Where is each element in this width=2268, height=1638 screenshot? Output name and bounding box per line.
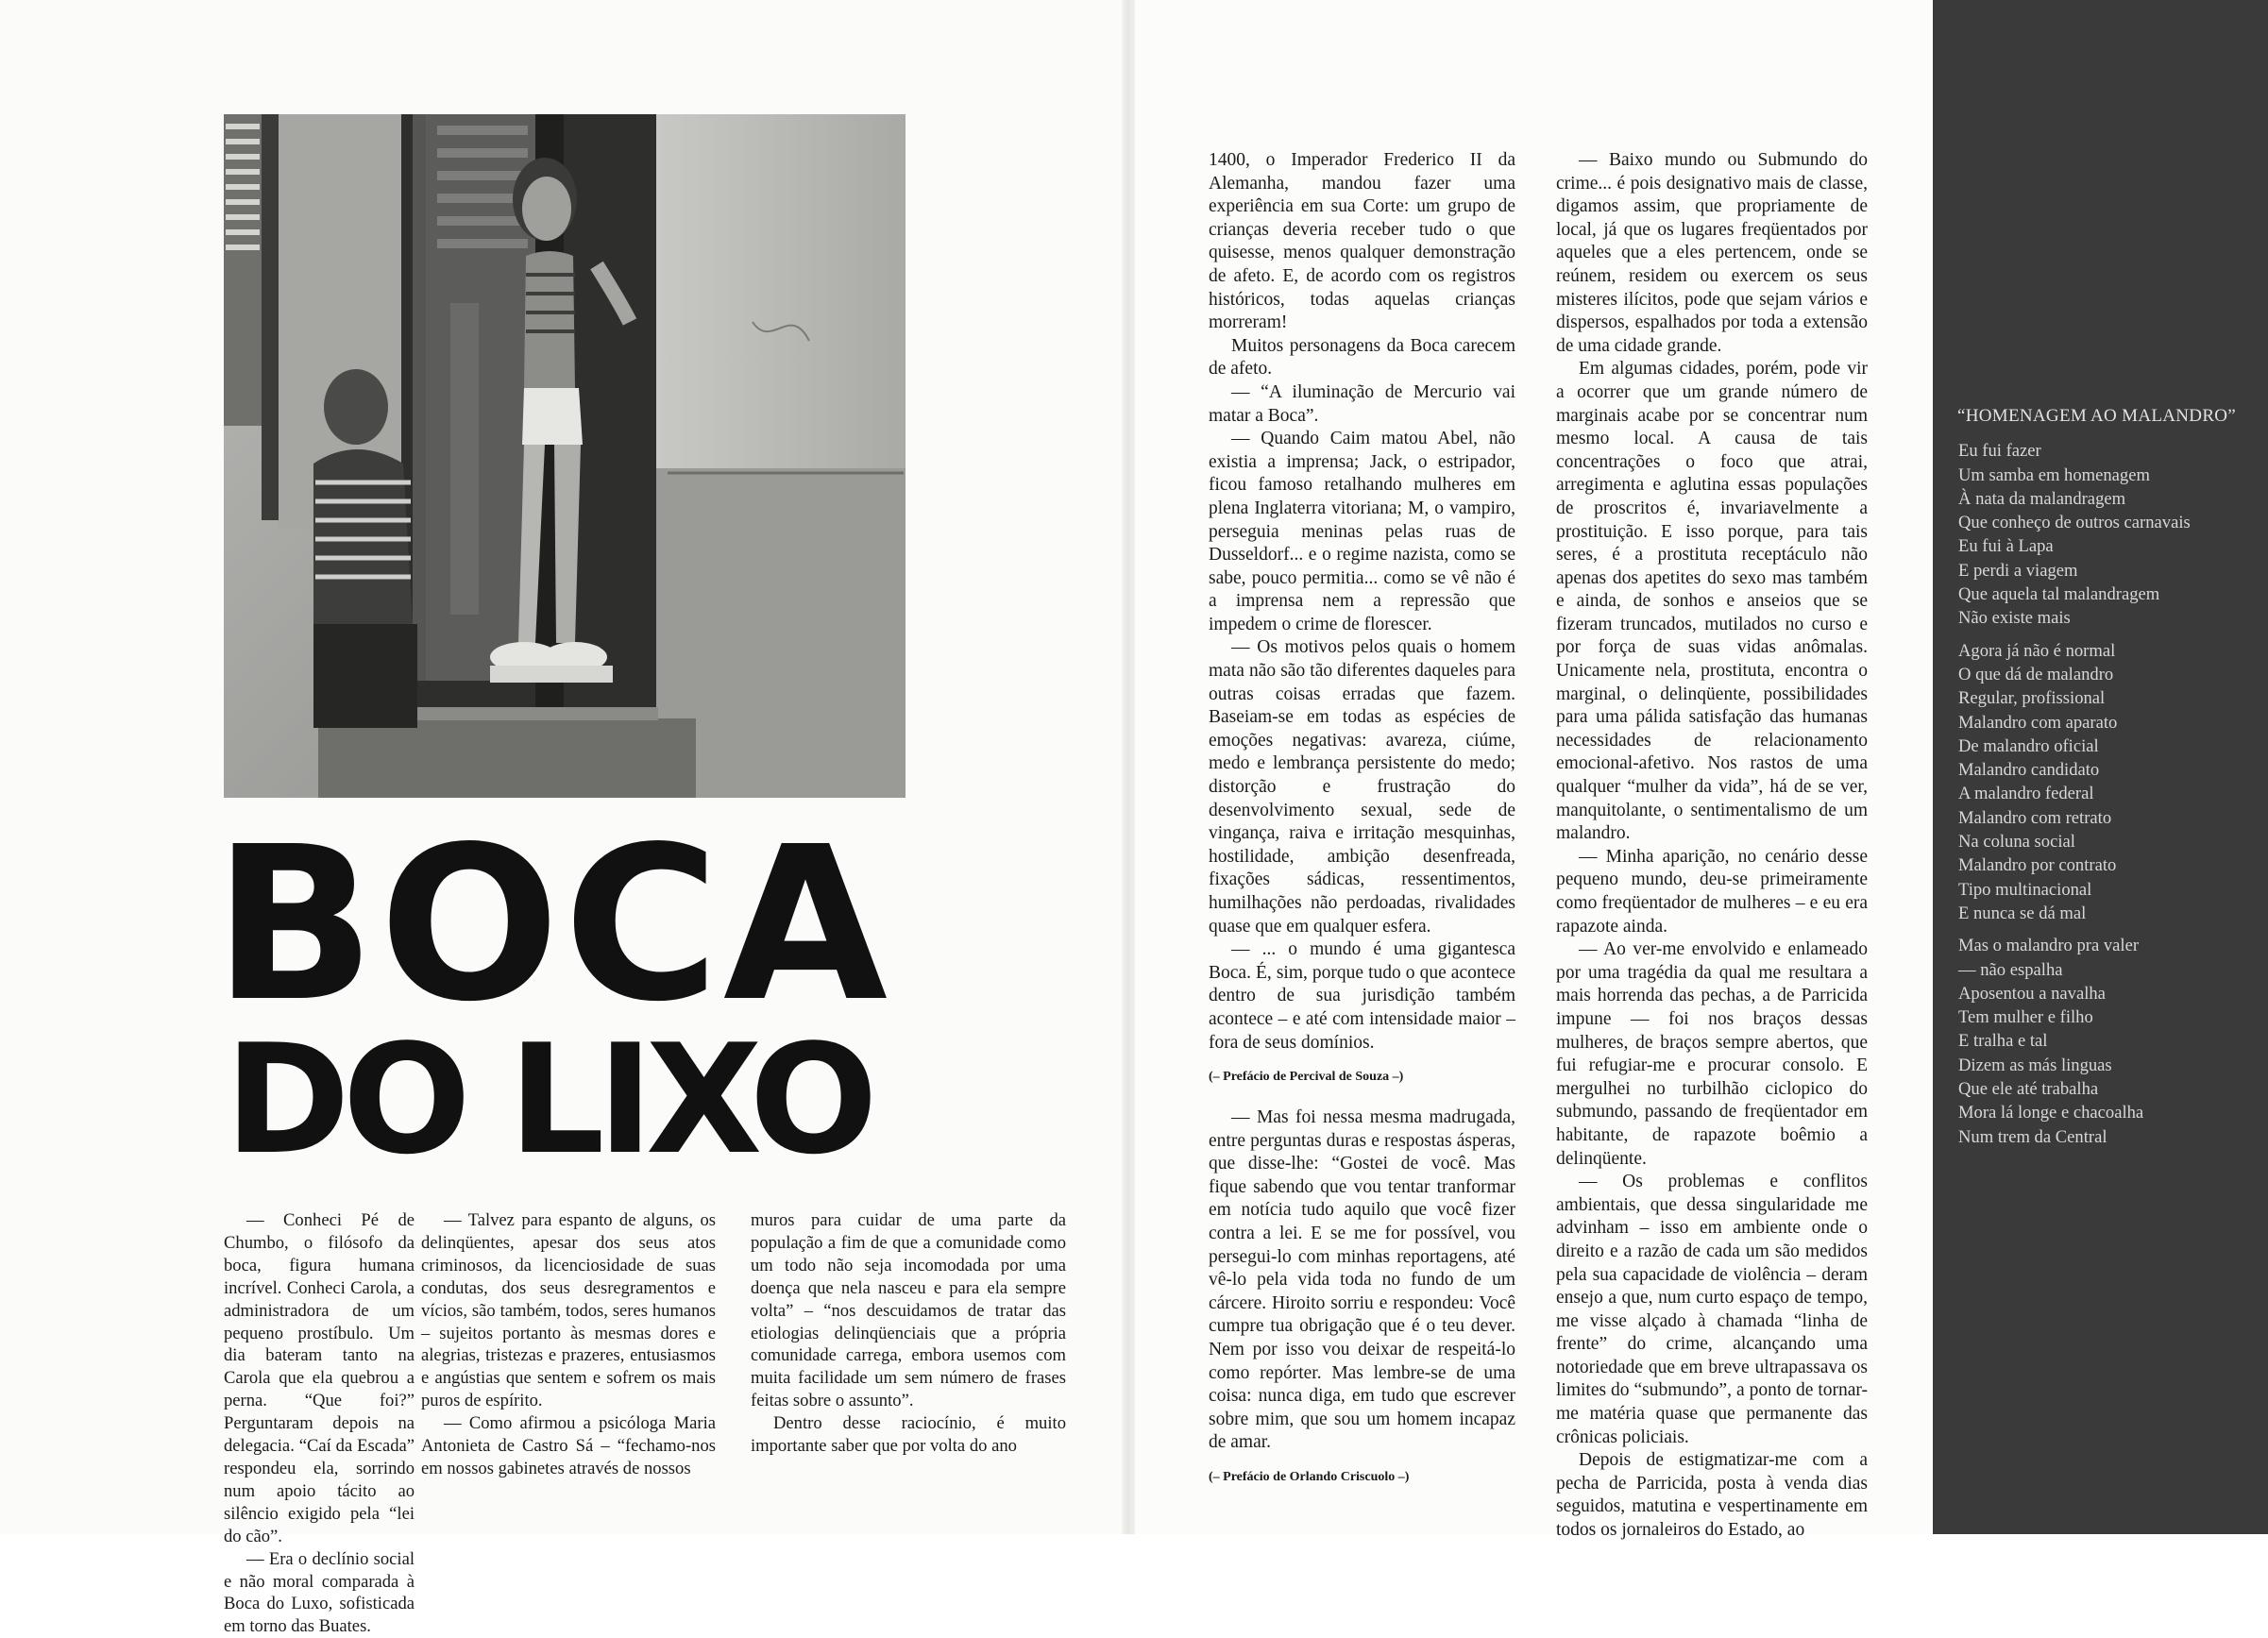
left-page [0,0,1128,1637]
poem-line: E nunca se dá mal [1958,903,2087,923]
paragraph: — Os problemas e conflitos ambientais, que dessa singularidade me advinham – isso em ambiente onde o direito e a razão de cada um são medidos pela sua capacidade de violência – deram ensejo a que, num curto espaço de tempo, me visse alçado à chamada “linha de frente” do crime, alcançando uma notoriedade que em breve ultrapassava os limites do “submundo”, a ponto de tornar-me matéria quase que permanente das crônicas policiais. [1556,1172,1868,1447]
title-line-1: BOCA [213,802,892,1049]
poem-line: E tralha e tal [1958,1031,2048,1052]
paragraph: — Mas foi nessa mesma madrugada, entre perguntas duras e respostas ásperas, que disse-lhe: “Gostei de você. Mas fique sabendo que vou tentar tranformar em notícia tudo aquilo que você fizer contra a lei. E se me for possível, vou persegui-lo com minhas reportagens, até vê-lo pela vida toda no fundo de um cárcere. Hiroito sorriu e respondeu: Você cumpre tua obrigação que é o teu dever. Nem por isso vou deixar de respeitá-lo como repórter. Mas lembre-se de uma coisa: nunca diga, em tudo que escrever sobre mim, que sou um homem incapaz de amar. [1209,1107,1515,1453]
left-column-1 [224,1209,415,1638]
left-column-2 [421,1209,716,1480]
poem-line: Que conheço de outros carnavais [1958,513,2191,533]
paragraph: 1400, o Imperador Frederico II da Alemanha, mandou fazer uma experiência em sua Corte: um grupo de crianças deveria receber tudo o que quisesse, menos qualquer demonstração de afeto. E, de acordo com os registros históricos, todas aquelas crianças morreram! [1209,150,1515,333]
poem-stanza-3 [1957,934,2260,1149]
poem-line: Que ele até trabalha [1958,1079,2099,1100]
street-photo [224,114,906,798]
poem-line: Eu fui à Lapa [1958,536,2054,557]
poem-line: Dizem as más linguas [1958,1055,2112,1075]
poem-line: Mora lá longe e chacoalha [1958,1103,2144,1123]
paragraph: — Os motivos pelos quais o homem mata não são tão diferentes daqueles para outras coisas erradas que fazem. Baseiam-se em todas as espécies de emoções negativas: avareza, ciúme, medo e lembrança persistente do medo; distorção e frustração do desenvolvimento sexual, sede de vingança, raiva e irritação mesquinhas, hostilidade, ambição desenfreada, fixações sádicas, ressentimentos, humilhações não perdoadas, rivalidades quase que em qualquer esfera. [1209,637,1515,937]
paragraph: muros para cuidar de uma parte da população a fim de que a comunidade como um todo não seja incomodada por uma doença que nela nasceu e para ela sempre volta” – “nos descuidamos de tratar das etiologias delinqüenciais que a própria comunidade carrega, embora usemos com muita facilidade um sem número de frases feitas sobre o assunto”. [751,1210,1066,1411]
right-column-1-lower [1209,1106,1515,1490]
paragraph: Muitos personagens da Boca carecem de afeto. [1209,335,1515,380]
paragraph: — ... o mundo é uma gigantesca Boca. É, sim, porque tudo o que acontece dentro de sua jurisdição também acontece – e até com intensidade maior – fora de seus domínios. [1209,939,1515,1053]
poem-line: Um samba em homenagem [1958,464,2150,485]
photo-illustration [224,114,906,798]
paragraph: — Quando Caim matou Abel, não existia a imprensa; Jack, o estripador, ficou famoso retalhando mulheres em plena Inglaterra vitoriana; M, o vampiro, perseguia meninas pelas ruas de Dusseldorf... e o regime nazista, como se sabe, pouco permitia... como se vê não é a imprensa nem a repressão que impedem o crime de florescer. [1209,429,1515,634]
paragraph: — Conheci Pé de Chumbo, o filósofo da boca, figura humana incrível. Conheci Carola, a administradora de um pequeno prostíbulo. Um dia bateram tanto na Carola que ela quebrou a perna. “Que foi?” Perguntaram depois na delegacia. “Caí da Escada” respondeu ela, sorrindo num apoio tácito ao silêncio exigido pela “lei do cão”. [224,1210,415,1546]
preface-credit: (– Prefácio de Orlando Criscuolo –) [1209,1469,1410,1484]
poem-line: Malandro com aparato [1958,712,2118,733]
paragraph: — Ao ver-me envolvido e enlameado por uma tragédia da qual me resultara a mais horrenda das pechas, a de Parricida impune — foi nos braços dessas mulheres, de braços sempre abertos, que fui refugiar-me e procurar consolo. E mergulhei no turbilhão ciclopico do submundo, passando de freqüentador em habitante, de rapazote boêmio a delinqüente. [1556,939,1868,1169]
poem-line: De malandro oficial [1958,735,2099,756]
paragraph: Em algumas cidades, porém, pode vir a ocorrer que um grande número de marginais acabe por se concentrar num mesmo local. A causa de tais concentrações o foco que atrai, arregimenta e aglutina essas populações de proscritos é, invariavelmente a prostituição. E isso porque, para tais seres, é a prostituta receptáculo não apenas dos apetites do sexo mas também e ainda, de sonhos e anseios que se fizeram truncados, mutilados no curso e por força de suas vidas anômalas. Unicamente nela, prostituta, encontra o marginal, o delinqüente, possibilidades para uma pálida satisfação das humanas necessidades de relacionamento emocional-afetivo. Nos rastos de uma qualquer “mulher da vida”, há de se ver, manquitolante, o sentimentalismo de um malandro. [1556,359,1868,844]
poem-line: Malandro candidato [1958,760,2100,781]
preface-credit: (– Prefácio de Percival de Souza –) [1209,1070,1404,1085]
paragraph: — “A iluminação de Mercurio vai matar a Boca”. [1209,381,1515,426]
poem-line: E perdi a viagem [1958,560,2078,581]
poem-stanza-2 [1957,639,2260,926]
right-column-2 [1556,149,1868,1543]
poem-line: O que dá de malandro [1958,664,2114,684]
poem-line: Regular, profissional [1958,688,2106,709]
left-column-3 [751,1209,1066,1458]
paragraph: Depois de estigmatizar-me com a pecha de Parricida, posta à venda dias seguidos, matutina e vespertinamente em todos os jornaleiros do Estado, ao [1556,1450,1868,1541]
poem-line: Tem mulher e filho [1958,1007,2093,1028]
poem-line: — não espalha [1958,959,2063,980]
poem-line: Não existe mais [1958,608,2071,629]
poem-line: Que aquela tal malandragem [1958,584,2160,605]
poem-stanza-1 [1957,439,2260,630]
poem-line: A malandro federal [1958,784,2094,804]
poem-line: Mas o malandro pra valer [1958,936,2140,956]
paragraph: Dentro desse raciocínio, é muito importante saber que por volta do ano [751,1413,1066,1457]
poem-line: Eu fui fazer [1958,441,2041,462]
paragraph: — Minha aparição, no cenário desse pequeno mundo, deu-se primeiramente como freqüentador de mulheres – e eu era rapazote ainda. [1556,846,1868,937]
poem-line: Tipo multinacional [1958,879,2092,900]
poem-line: Num trem da Central [1958,1126,2107,1147]
poem-line: Aposentou a navalha [1958,983,2106,1004]
right-column-1 [1209,149,1515,1089]
poem-line: Na coluna social [1958,832,2075,853]
book-gutter [1122,0,1135,1534]
title-line-2: DO LIXO [225,1011,871,1188]
poem-line: Malandro com retrato [1958,807,2112,828]
paragraph: — Baixo mundo ou Submundo do crime... é pois designativo mais de classe, digamos assim, que propriamente de local, já que os lugares freqüentados por aqueles que a eles pertencem, onde se reúnem, residem ou exercem os seus misteres ilícitos, pode que sejam vários e dispersos, espalhados por toda a extensão de uma cidade grande. [1556,150,1868,356]
paragraph: — Como afirmou a psicóloga Maria Antonieta de Castro Sá – “fechamo-nos em nossos gabinetes através de nossos [421,1413,716,1478]
paragraph: — Talvez para espanto de alguns, os delinqüentes, apesar dos seus atos criminosos, da licenciosidade de suas condutas, dos seus desregramentos e vícios, são também, todos, seres humanos – sujeitos portanto às mesmas dores e alegrias, tristezas e prazeres, entusiasmos e angústias que sentem e sofrem os mais puros de espírito. [421,1210,716,1411]
poem [1957,404,2260,1157]
poem-line: À nata da malandragem [1958,488,2126,509]
paragraph: — Era o declínio social e não moral comparada à Boca do Luxo, sofisticada em torno das Buates. [224,1548,415,1637]
poem-title: “HOMENAGEM AO MALANDRO” [1957,406,2237,426]
poem-line: Agora já não é normal [1958,640,2116,661]
poem-line: Malandro por contrato [1958,855,2117,876]
